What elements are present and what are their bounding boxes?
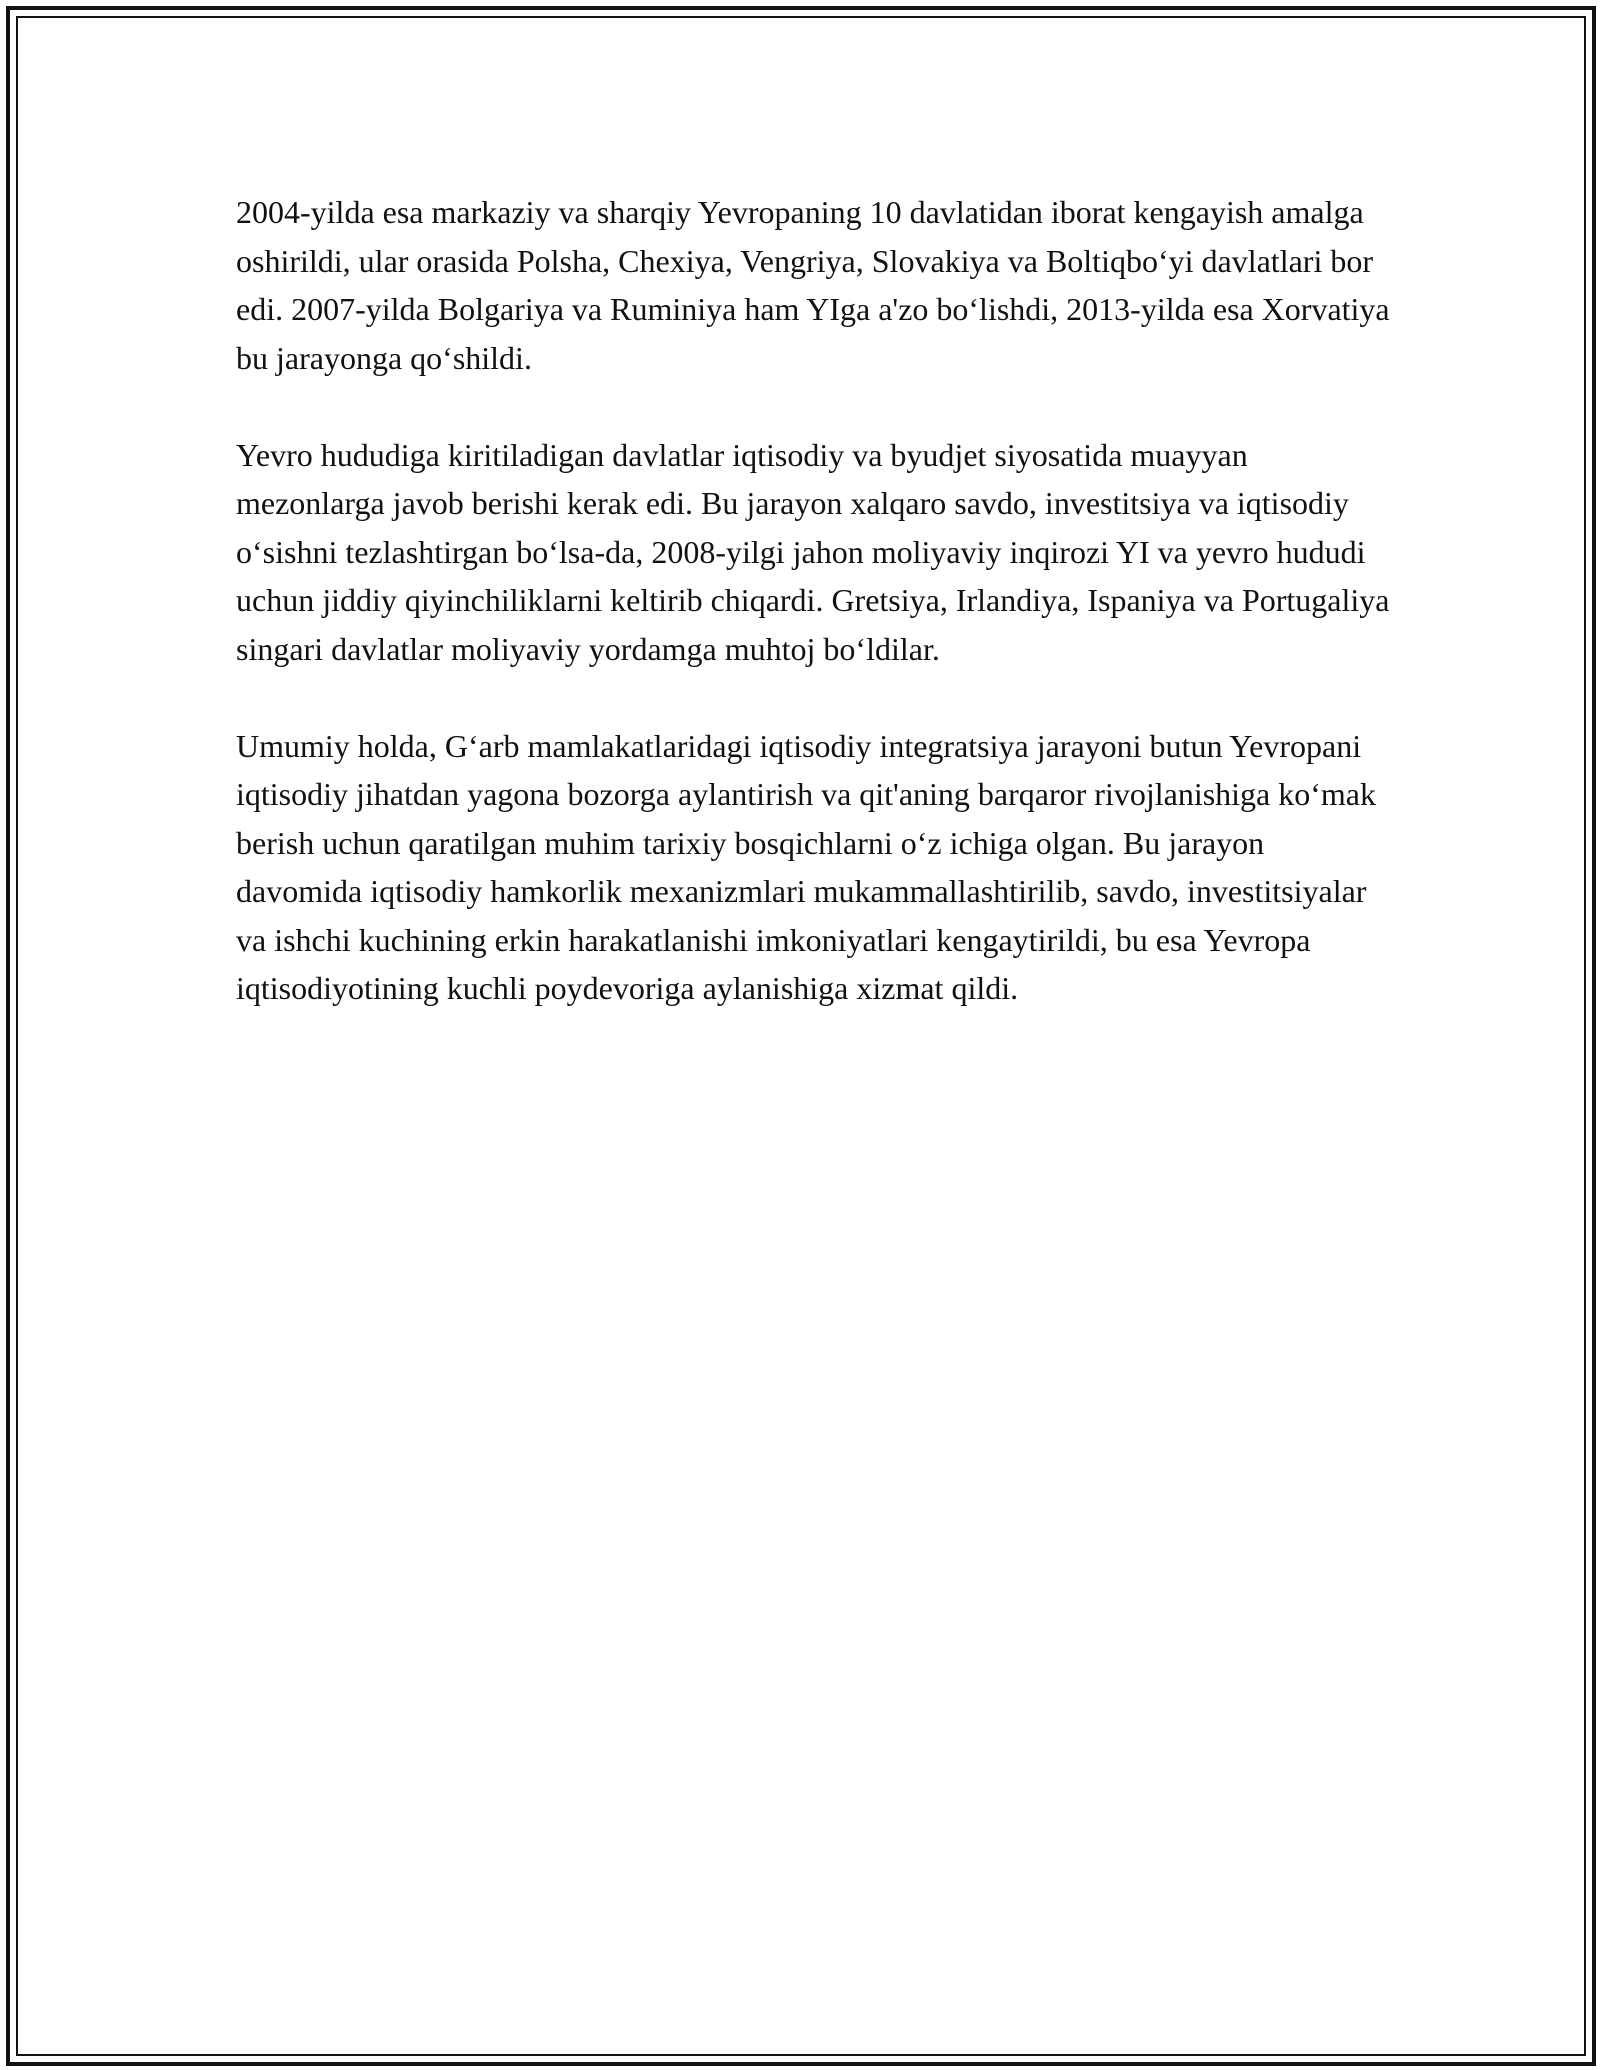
document-body: [236, 188, 1396, 1013]
paragraph-eu-enlargement: 2004-yilda esa markaziy va sharqiy Yevropaning 10 davlatidan iborat kengayish amalga oshirildi, ular orasida Polsha, Chexiya, Vengriya, Slovakiya va Boltiqbo‘yi davlatlari bor edi. 2007-yilda Bolgariya va Ruminiya ham YIga a'zo bo‘lishdi, 2013-yilda esa Xorvatiya bu jarayonga qo‘shildi.: [236, 194, 1390, 376]
paragraph-conclusion: Umumiy holda, G‘arb mamlakatlaridagi iqtisodiy integratsiya jarayoni butun Yevropani iqtisodiy jihatdan yagona bozorga aylantirish va qit'aning barqaror rivojlanishiga ko‘mak berish uchun qaratilgan muhim tarixiy bosqichlarni o‘z ichiga olgan. Bu jarayon davomida iqtisodiy hamkorlik mexanizmlari mukammallashtirilib, savdo, investitsiyalar va ishchi kuchining erkin harakatlanishi imkoniyatlari kengaytirildi, bu esa Yevropa iqtisodiyotining kuchli poydevoriga aylanishiga xizmat qildi.: [236, 727, 1376, 1006]
paragraph-eurozone-crisis: Yevro hududiga kiritiladigan davlatlar iqtisodiy va byudjet siyosatida muayyan mezonlarga javob berishi kerak edi. Bu jarayon xalqaro savdo, investitsiya va iqtisodiy o‘sishni tezlashtirgan bo‘lsa-da, 2008-yilgi jahon moliyaviy inqirozi YI va yevro hududi uchun jiddiy qiyinchiliklarni keltirib chiqardi. Gretsiya, Irlandiya, Ispaniya va Portugaliya singari davlatlar moliyaviy yordamga muhtoj bo‘ldilar.: [236, 436, 1390, 667]
